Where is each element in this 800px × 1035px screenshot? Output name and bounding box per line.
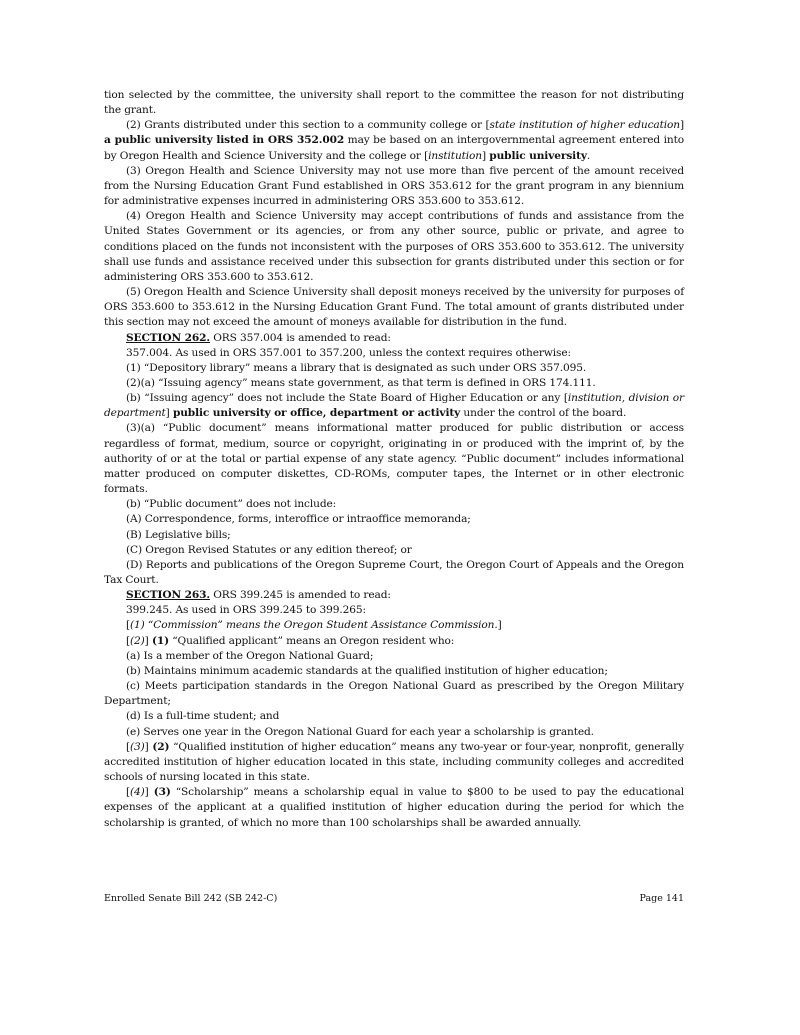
paragraph: (d) Is a full-time student; and — [126, 710, 280, 723]
paragraph-subsection-3: (3) Oregon Health and Science University may not use more than five percent of the amount received from the Nursing Education Grant Fund established in ORS 353.612 for the grant program in any biennium for administrative expenses incurred in administering ORS 353.600 to 353.612. — [104, 164, 684, 208]
section-263-heading — [104, 588, 684, 603]
paragraph — [104, 391, 684, 421]
text: ] — [144, 634, 152, 647]
text: may be based on an intergovernmental agreement entered into by Oregon Health and Science University and the college or [ — [104, 134, 684, 162]
paragraph: (1) “Depository library” means a library that is designated as such under ORS 357.095. — [126, 361, 587, 374]
paragraph: 399.245. As used in ORS 399.245 to 399.265: — [126, 604, 366, 617]
added-text: public university — [489, 149, 587, 162]
text: ] — [497, 619, 502, 632]
section-number: SECTION 263. — [126, 589, 210, 602]
document-body — [104, 88, 684, 831]
text: ] — [165, 407, 173, 420]
paragraph: (D) Reports and publications of the Oregon Supreme Court, the Oregon Court of Appeals and the Oregon Tax Court. — [104, 558, 684, 586]
paragraph: (c) Meets participation standards in the Oregon National Guard as prescribed by the Oregon Military Department; — [104, 680, 684, 708]
paragraph-subsection-4: (4) Oregon Health and Science University may accept contributions of funds and assistance from the United States Government or its agencies, or from any other source, public or private, and agree to conditions placed on the funds not inconsistent with the purposes of ORS 353.600 to 353.612. The university shall use funds and assistance received under this subsection for grants distributed under this section or for administering ORS 353.600 to 353.612. — [104, 210, 684, 283]
paragraph: 357.004. As used in ORS 357.001 to 357.200, unless the context requires otherwise: — [126, 346, 571, 359]
paragraph: (A) Correspondence, forms, interoffice or intraoffice memoranda; — [126, 513, 471, 526]
deleted-text: (4) — [130, 786, 145, 799]
text: “Scholarship” means a scholarship equal in value to $800 to be used to pay the educational expenses of the applicant at a qualified institution of higher education during the period for which the scholarship is granted, of which no more than 100 scholarships shall be awarded annually. — [104, 786, 684, 829]
text: ORS 399.245 is amended to read: — [209, 589, 391, 602]
section-number: SECTION 262. — [126, 331, 210, 344]
text: [ — [126, 619, 131, 632]
text: “Qualified institution of higher education” means any two-year or four-year, nonprofit, generally accredited institution of higher education located in this state, including community colleges and accredited schools of nursing located in this state. — [104, 740, 684, 784]
text: [ — [126, 634, 131, 647]
paragraph — [104, 634, 684, 649]
section-262-heading — [104, 331, 684, 346]
text: ] — [680, 119, 685, 132]
paragraph: (B) Legislative bills; — [126, 528, 231, 541]
text: ] — [144, 740, 153, 753]
text: ] — [144, 786, 154, 799]
deleted-text: state institution of higher education — [489, 119, 680, 132]
paragraph — [104, 740, 684, 785]
deleted-text: institution — [428, 149, 483, 162]
deleted-text: institution, division or department — [104, 392, 684, 420]
paragraph — [104, 618, 684, 633]
paragraph-subsection-2 — [104, 118, 684, 163]
text: ] — [482, 149, 490, 162]
paragraph-subsection-5: (5) Oregon Health and Science University shall deposit moneys received by the university for purposes of ORS 353.600 to 353.612 in the Nursing Education Grant Fund. The total amount of grants distributed under this section may not exceed the amount of moneys available for distribution in the fund. — [104, 286, 684, 329]
added-text: (2) — [152, 740, 170, 753]
paragraph: (2)(a) “Issuing agency” means state government, as that term is defined in ORS 174.111. — [126, 376, 596, 389]
deleted-text: (1) “Commission” means the Oregon Student Assistance Commission. — [130, 619, 498, 632]
text: ORS 357.004 is amended to read: — [209, 331, 391, 344]
paragraph: (e) Serves one year in the Oregon National Guard for each year a scholarship is granted. — [126, 725, 594, 738]
text: . — [586, 149, 591, 162]
paragraph: (b) “Public document” does not include: — [126, 498, 337, 511]
paragraph — [104, 785, 684, 830]
paragraph: (b) Maintains minimum academic standards at the qualified institution of higher education; — [126, 664, 608, 677]
added-text: a public university listed in ORS 352.002 — [104, 134, 345, 147]
bill-identifier: Enrolled Senate Bill 242 (SB 242-C) — [104, 893, 278, 904]
text: [ — [126, 786, 131, 799]
paragraph: (3)(a) “Public document” means informational matter produced for public distribution or access regardless of format, medium, source or copyright, originating in or produced with the imprint of, by the authority of or at the total or partial expense of any state agency. “Public document” includes informational matter produced on computer diskettes, CD-ROMs, computer tapes, the Internet or in other electronic formats. — [104, 422, 684, 496]
added-text: public university or office, department or activity — [172, 407, 461, 420]
deleted-text: (3) — [130, 740, 145, 753]
paragraph-continuation: tion selected by the committee, the university shall report to the committee the reason for not distributing the grant. — [104, 89, 684, 117]
text: under the control of the board. — [460, 407, 627, 420]
text: (2) Grants distributed under this section to a community college or [ — [126, 119, 490, 132]
added-text: (1) — [151, 634, 169, 647]
text: [ — [126, 740, 131, 753]
paragraph: (a) Is a member of the Oregon National Guard; — [126, 649, 374, 662]
deleted-text: (2) — [130, 634, 145, 647]
text: “Qualified applicant” means an Oregon resident who: — [168, 634, 455, 647]
paragraph: (C) Oregon Revised Statutes or any edition thereof; or — [126, 543, 412, 556]
text: (b) “Issuing agency” does not include the State Board of Higher Education or any [ — [126, 392, 568, 405]
added-text: (3) — [153, 786, 171, 799]
page-number: Page 141 — [639, 893, 684, 904]
